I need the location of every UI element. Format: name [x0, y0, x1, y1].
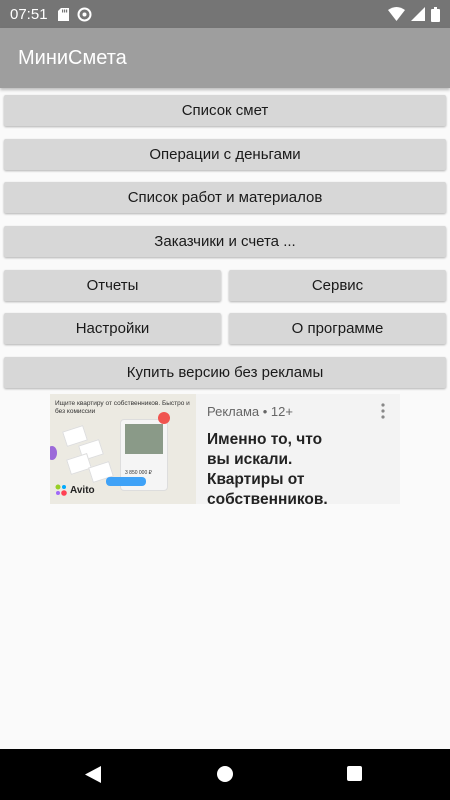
data-saver-icon	[77, 7, 92, 22]
ad-decor-dot	[50, 446, 57, 460]
money-operations-button[interactable]: Операции с деньгами	[4, 139, 446, 170]
settings-button[interactable]: Настройки	[4, 313, 221, 344]
recent-apps-icon[interactable]	[347, 766, 362, 781]
ad-avito-logo	[55, 484, 95, 496]
buy-no-ads-button[interactable]: Купить версию без рекламы	[4, 357, 446, 388]
ad-decor-dot	[158, 412, 170, 424]
ad-label: Реклама • 12+	[207, 404, 293, 419]
more-vert-icon[interactable]	[379, 402, 387, 420]
sd-card-icon	[58, 8, 69, 21]
works-materials-button[interactable]: Список работ и материалов	[4, 182, 446, 213]
avito-logo-icon	[55, 484, 67, 496]
reports-button[interactable]: Отчеты	[4, 270, 221, 301]
ad-image[interactable]	[50, 394, 196, 504]
ad-banner[interactable]	[50, 394, 400, 508]
ad-headline[interactable]: Именно то, что вы искали. Квартиры от собственников.	[207, 431, 328, 508]
home-icon[interactable]	[217, 766, 233, 782]
battery-icon	[431, 7, 440, 22]
ad-image-text: Ищите квартиру от собственников. Быстро и без комиссии	[55, 400, 190, 415]
estimates-list-button[interactable]: Список смет	[4, 95, 446, 126]
ad-brand: Avito	[70, 484, 95, 496]
customers-invoices-button[interactable]: Заказчики и счета ...	[4, 226, 446, 257]
navigation-bar	[0, 749, 450, 800]
back-icon[interactable]	[85, 766, 101, 783]
ad-decor-card	[66, 453, 92, 475]
app-title: МиниСмета	[18, 46, 127, 69]
ad-phone-button	[106, 477, 146, 486]
ad-phone-price: 3 850 000 ₽	[125, 470, 152, 476]
cell-signal-icon	[411, 7, 425, 21]
wifi-icon	[388, 7, 405, 21]
status-bar	[0, 0, 450, 28]
ad-phone-photo	[125, 424, 163, 454]
about-button[interactable]: О программе	[229, 313, 446, 344]
status-time: 07:51	[10, 5, 48, 23]
app-bar	[0, 28, 450, 88]
service-button[interactable]: Сервис	[229, 270, 446, 301]
